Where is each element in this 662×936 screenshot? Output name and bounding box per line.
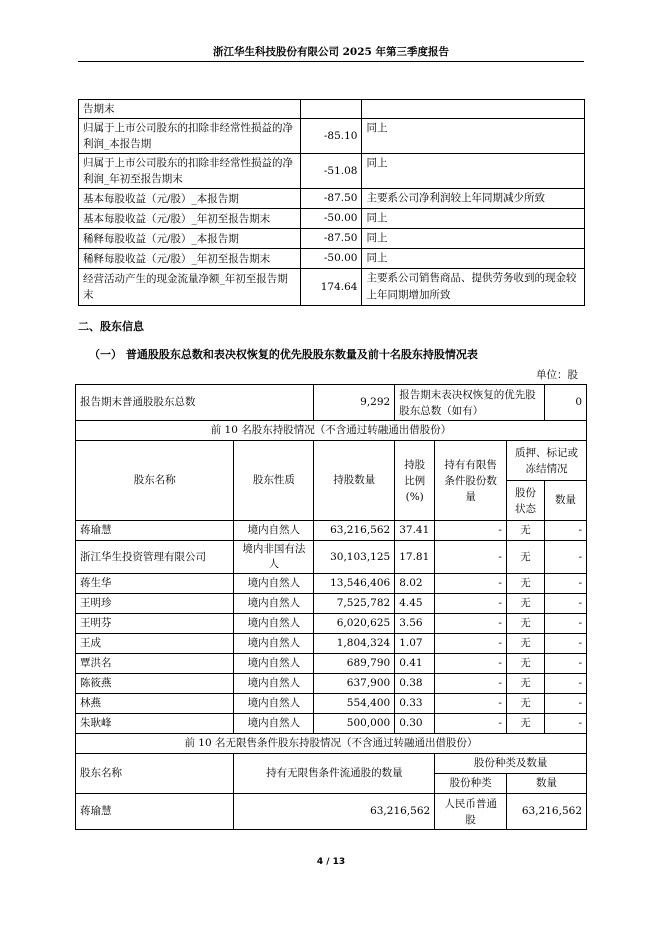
holder-count: -	[544, 654, 586, 674]
holder-ratio: 4.45	[395, 594, 435, 614]
item-cell: 基本每股收益（元/股）_本报告期	[79, 189, 301, 209]
top10-caption: 前 10 名股东持股情况（不含通过转融通出借股份）	[76, 421, 587, 441]
holder-state: 无	[506, 521, 544, 541]
holder-state: 无	[506, 714, 544, 734]
holder-name: 王成	[76, 634, 234, 654]
u-holder-count: 63,216,562	[506, 794, 586, 830]
holder-count: -	[544, 541, 586, 574]
holder-count: -	[544, 574, 586, 594]
holder-ratio: 0.30	[395, 714, 435, 734]
u-col-header-qty: 持有无限售条件流通股的数量	[234, 754, 435, 794]
pref-holders-label: 报告期末表决权恢复的优先股股东总数（如有）	[395, 385, 545, 421]
table-row	[79, 209, 585, 229]
holder-nature: 境内自然人	[234, 614, 314, 634]
holder-qty: 689,790	[314, 654, 395, 674]
holder-state: 无	[506, 574, 544, 594]
total-holders-value: 9,292	[314, 385, 395, 421]
header-row	[76, 441, 587, 481]
holder-name: 覃洪名	[76, 654, 234, 674]
holder-name: 蒋生华	[76, 574, 234, 594]
holder-nature: 境内自然人	[234, 714, 314, 734]
table-row	[76, 654, 587, 674]
holder-name: 浙江华生投资管理有限公司	[76, 541, 234, 574]
u-holder-kind: 人民币普通股	[435, 794, 507, 830]
table-row	[76, 694, 587, 714]
table-row	[79, 269, 585, 306]
holder-restricted: -	[435, 594, 507, 614]
holder-nature: 境内非国有法人	[234, 541, 314, 574]
table-row	[79, 119, 585, 154]
holder-restricted: -	[435, 541, 507, 574]
col-header-nature: 股东性质	[234, 441, 314, 521]
profit-change-table	[78, 99, 585, 306]
holder-qty: 63,216,562	[314, 521, 395, 541]
holder-restricted: -	[435, 714, 507, 734]
holder-count: -	[544, 594, 586, 614]
total-holders-label: 报告期末普通股股东总数	[76, 385, 314, 421]
holder-ratio: 1.07	[395, 634, 435, 654]
table-row	[76, 614, 587, 634]
holder-ratio: 37.41	[395, 521, 435, 541]
shareholders-table	[75, 384, 587, 830]
holder-ratio: 0.41	[395, 654, 435, 674]
header-rule	[78, 61, 584, 62]
u-col-header-kind: 股份种类	[435, 774, 507, 794]
holder-nature: 境内自然人	[234, 694, 314, 714]
holder-count: -	[544, 614, 586, 634]
holder-restricted: -	[435, 674, 507, 694]
item-cell: 经营活动产生的现金流量净额_年初至报告期末	[79, 269, 301, 306]
table-row	[76, 794, 587, 830]
col-header-ratio: 持股比例(%)	[395, 441, 435, 521]
reason-cell: 主要系公司净利润较上年同期减少所致	[362, 189, 585, 209]
holder-state: 无	[506, 634, 544, 654]
item-cell: 稀释每股收益（元/股）_本报告期	[79, 229, 301, 249]
item-cell: 归属于上市公司股东的扣除非经常性损益的净利润_本报告期	[79, 119, 301, 154]
value-cell: 174.64	[300, 269, 362, 306]
holder-restricted: -	[435, 694, 507, 714]
holder-state: 无	[506, 694, 544, 714]
holder-ratio: 3.56	[395, 614, 435, 634]
holder-state: 无	[506, 674, 544, 694]
holder-nature: 境内自然人	[234, 654, 314, 674]
u-col-header-name: 股东名称	[76, 754, 234, 794]
table-row	[79, 154, 585, 189]
holder-nature: 境内自然人	[234, 594, 314, 614]
item-cell: 归属于上市公司股东的扣除非经常性损益的净利润_年初至报告期末	[79, 154, 301, 189]
item-cell: 稀释每股收益（元/股）_年初至报告期末	[79, 249, 301, 269]
table-row	[79, 229, 585, 249]
col-header-pledge: 质押、标记或冻结情况	[506, 441, 586, 481]
table-row	[76, 674, 587, 694]
section-title: 二、股东信息	[78, 320, 144, 333]
col-header-name: 股东名称	[76, 441, 234, 521]
value-cell: -87.50	[300, 229, 362, 249]
value-cell: -85.10	[300, 119, 362, 154]
holder-nature: 境内自然人	[234, 574, 314, 594]
holder-count: -	[544, 674, 586, 694]
reason-cell: 同上	[362, 229, 585, 249]
holder-restricted: -	[435, 654, 507, 674]
reason-cell: 同上	[362, 119, 585, 154]
table-row	[76, 594, 587, 614]
u-holder-qty: 63,216,562	[234, 794, 435, 830]
table-row	[76, 574, 587, 594]
table-row	[76, 714, 587, 734]
u-holder-name: 蒋瑜慧	[76, 794, 234, 830]
holder-state: 无	[506, 541, 544, 574]
table-row	[79, 189, 585, 209]
page-header: 浙江华生科技股份有限公司 2025 年第三季度报告	[212, 46, 450, 58]
unit-label: 单位：股	[536, 369, 578, 381]
header-row	[76, 754, 587, 774]
holder-qty: 6,020,625	[314, 614, 395, 634]
holder-qty: 7,525,782	[314, 594, 395, 614]
table-row	[76, 634, 587, 654]
reason-cell: 同上	[362, 249, 585, 269]
holder-restricted: -	[435, 521, 507, 541]
reason-cell: 同上	[362, 154, 585, 189]
page-number: 4 / 13	[316, 857, 346, 867]
col-header-count: 数量	[544, 481, 586, 521]
holder-count: -	[544, 714, 586, 734]
holder-qty: 637,900	[314, 674, 395, 694]
item-cell: 基本每股收益（元/股）_年初至报告期末	[79, 209, 301, 229]
u-col-header-kind-group: 股份种类及数量	[435, 754, 587, 774]
holder-name: 蒋瑜慧	[76, 521, 234, 541]
table-row	[76, 541, 587, 574]
holder-qty: 13,546,406	[314, 574, 395, 594]
holder-qty: 500,000	[314, 714, 395, 734]
holder-name: 王明芬	[76, 614, 234, 634]
holder-name: 王明珍	[76, 594, 234, 614]
holder-qty: 554,400	[314, 694, 395, 714]
reason-cell: 主要系公司销售商品、提供劳务收到的现金较上年同期增加所致	[362, 269, 585, 306]
value-cell: -87.50	[300, 189, 362, 209]
item-cell: 告期末	[79, 100, 301, 119]
holder-state: 无	[506, 654, 544, 674]
col-header-qty: 持股数量	[314, 441, 395, 521]
holder-name: 陈筱燕	[76, 674, 234, 694]
holder-state: 无	[506, 614, 544, 634]
holder-restricted: -	[435, 634, 507, 654]
col-header-restricted: 持有有限售条件股份数量	[435, 441, 507, 521]
holder-nature: 境内自然人	[234, 674, 314, 694]
summary-row	[76, 385, 587, 421]
table-row	[76, 521, 587, 541]
holder-ratio: 17.81	[395, 541, 435, 574]
holder-state: 无	[506, 594, 544, 614]
holder-restricted: -	[435, 614, 507, 634]
u-col-header-count: 数量	[506, 774, 586, 794]
reason-cell: 同上	[362, 209, 585, 229]
holder-name: 林燕	[76, 694, 234, 714]
table-row	[79, 249, 585, 269]
section-subtitle: （一） 普通股股东总数和表决权恢复的优先股股东数量及前十名股东持股情况表	[89, 348, 478, 361]
holder-count: -	[544, 694, 586, 714]
reason-cell	[362, 100, 585, 119]
caption-row	[76, 421, 587, 441]
value-cell: -50.00	[300, 209, 362, 229]
holder-nature: 境内自然人	[234, 521, 314, 541]
value-cell: -50.00	[300, 249, 362, 269]
holder-ratio: 8.02	[395, 574, 435, 594]
holder-name: 朱耿峰	[76, 714, 234, 734]
table-row	[79, 100, 585, 119]
holder-qty: 30,103,125	[314, 541, 395, 574]
holder-restricted: -	[435, 574, 507, 594]
caption-row	[76, 734, 587, 754]
unrestricted-caption: 前 10 名无限售条件股东持股情况（不含通过转融通出借股份）	[76, 734, 587, 754]
col-header-state: 股份状态	[506, 481, 544, 521]
value-cell	[300, 100, 362, 119]
holder-nature: 境内自然人	[234, 634, 314, 654]
holder-qty: 1,804,324	[314, 634, 395, 654]
holder-ratio: 0.33	[395, 694, 435, 714]
holder-ratio: 0.38	[395, 674, 435, 694]
holder-count: -	[544, 634, 586, 654]
pref-holders-value: 0	[544, 385, 586, 421]
holder-count: -	[544, 521, 586, 541]
value-cell: -51.08	[300, 154, 362, 189]
